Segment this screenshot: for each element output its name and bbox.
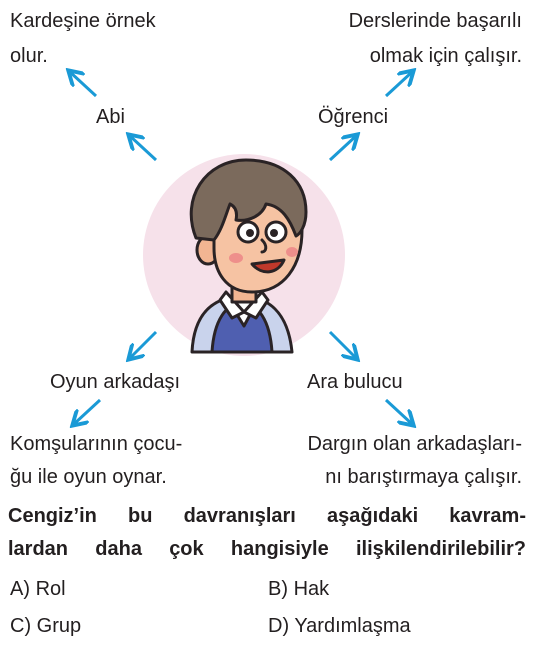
bottom-left-desc-line2: ğu ile oyun oynar. [10,466,167,488]
top-right-desc-line2: olmak için çalışır. [369,45,522,67]
option-d[interactable] [268,612,411,640]
top-left-desc-line1: Kardeşine örnek [10,10,156,32]
top-left-desc-line2: olur. [10,45,48,67]
arrow-bottom-right-inner [330,332,356,358]
option-c[interactable] [10,612,81,640]
arrow-bottom-left-outer [74,400,100,424]
option-a[interactable] [10,575,66,603]
option-c-text: Grup [36,615,82,637]
option-a-text: Rol [35,578,66,600]
top-right-desc-line1: Derslerinde başarılı [348,10,522,32]
arrow-top-left-outer [70,72,96,96]
question-line2: lardan daha çok hangisiyle ilişkilendirilebilir? [8,538,526,560]
option-b-text: Hak [293,578,330,600]
arrow-top-right-inner [330,136,356,160]
arrow-bottom-right-outer [386,400,412,424]
bottom-right-desc-line2: nı barıştırmaya çalışır. [325,466,522,488]
role-label-abi: Abi [96,106,125,128]
role-label-oyun-arkadasi: Oyun arkadaşı [50,371,181,393]
role-label-ogrenci: Öğrenci [318,106,389,128]
arrow-bottom-left-inner [130,332,156,358]
option-b-letter: B) [268,578,288,600]
role-label-ara-bulucu: Ara bulucu [307,371,403,393]
option-d-text: Yardımlaşma [294,615,411,637]
option-a-letter: A) [10,578,30,600]
option-b[interactable] [268,575,329,603]
option-c-letter: C) [10,615,32,637]
arrow-top-left-inner [130,136,156,160]
option-d-letter: D) [268,615,290,637]
arrow-top-right-outer [386,72,412,96]
bottom-right-desc-line1: Dargın olan arkadaşları- [307,433,522,455]
question-line1: Cengiz’in bu davranışları aşağıdaki kavram- [8,505,526,527]
bottom-left-desc-line1: Komşularının çocu- [10,433,183,455]
